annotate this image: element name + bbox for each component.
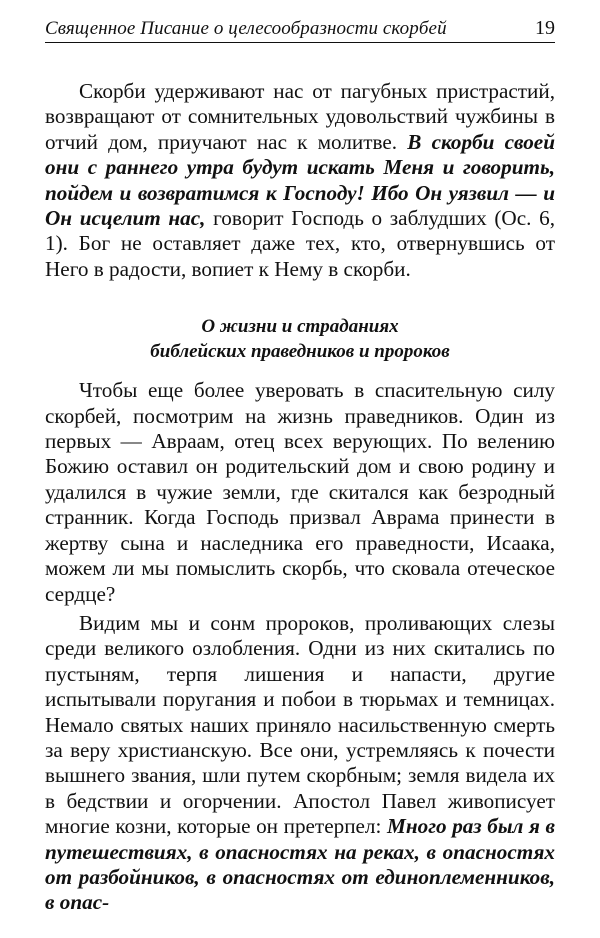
scripture-quote-paul: Много раз был я в путешествиях, в опасностях на реках, в опасностях от разбойников, в опасностях от единоплеменников, в опас-	[45, 814, 555, 915]
scripture-quote-hosea: В скорби своей они с раннего утра будут искать Меня и говорить, пойдем и возвратимся к Господу! Ибо Он уязвил — и Он исцелит нас,	[45, 129, 555, 231]
running-title: Священное Писание о целесообразности скорбей	[45, 18, 447, 39]
section-heading-line-1: О жизни и страданиях	[201, 316, 399, 338]
section-heading-line-2: библейских праведников и пророков	[150, 341, 450, 363]
paragraph-2	[45, 378, 555, 607]
paragraph-1-text-end: говорит Господь о заблудших (Ос. 6, 1). Бог не оставляет даже тех, кто, отвернувшись от Него в радости, вопиет к Нему в скорби.	[45, 206, 555, 281]
running-header	[45, 12, 555, 43]
paragraph-2-text: Чтобы еще более уверовать в спасительную силу скорбей, посмотрим на жизнь праведников. Один из первых — Авраам, отец всех верующих. По велению Божию оставил он родительский дом и свою родину и удалился в чужие земли, где скитался как безродный странник. Когда Господь призвал Аврама принести в жертву сына и наследника его праведности, Исаака, можем ли мы помыслить скорбь, что сковала отеческое сердце?	[45, 378, 555, 606]
paragraph-3-text: Видим мы и сонм пророков, проливающих слезы среди великого озлобления. Одни из них скитались по пустыням, терпя лишения и напасти, другие испытывали поругания и побои в тюрьмах и темницах. Немало святых наших приняло насильственную смерть за веру христианскую. Все они, устремляясь к почести вышнего звания, шли путем скорбным; земля видела их в бедствии и огорчении. Апостол Павел живописует многие козни, которые он претерпел:	[45, 610, 555, 839]
paragraph-3	[45, 611, 555, 916]
page-number: 19	[535, 17, 555, 39]
book-page	[45, 12, 555, 928]
section-heading	[45, 314, 555, 364]
paragraph-1	[45, 79, 555, 282]
paragraph-1-text-start: Скорби удерживают нас от пагубных пристрастий, возвращают от сомнительных удовольствий чужбины в отчий дом, приучают нас к молитве.	[45, 79, 555, 154]
